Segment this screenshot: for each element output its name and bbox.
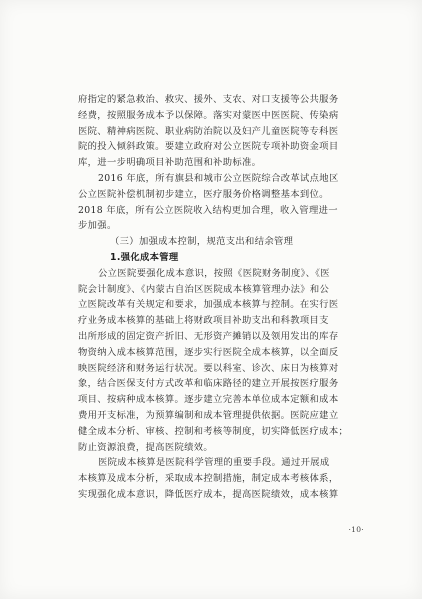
text-line: 院的投入倾斜政策。要建立政府对公立医院专项补助资金项目 (78, 141, 339, 153)
text-line: 经费，按照服务成本予以保障。落实对蒙医中医医院、传染病 (78, 109, 339, 121)
text-line: 2018 年底，所有公立医院收入结构更加合理，收入管理进一 (78, 204, 338, 216)
text-line: 实现强化成本意识，降低医疗成本，提高医院绩效，成本核算 (78, 488, 339, 500)
text-line: 出所形成的固定资产折旧、无形资产摊销以及领用发出的库存 (78, 330, 339, 342)
text-line: 2016 年底，所有旗县和城市公立医院综合改革试点地区 (98, 172, 339, 184)
text-line: 步加强。 (78, 220, 117, 232)
paragraph (78, 234, 368, 250)
section-heading (78, 250, 368, 266)
text-line: 防止资源浪费，提高医院绩效。 (78, 441, 214, 453)
text-line: 物资纳入成本核算范围，逐步实行医院全成本核算，以全面反 (78, 346, 339, 358)
paragraph (78, 266, 368, 456)
page-number: ·10· (348, 525, 364, 534)
paragraph (78, 171, 368, 234)
text-line: 医院成本核算是医院科学管理的重要手段。通过开展成 (98, 457, 330, 469)
text-line: 医院、精神病医院、职业病防治院以及妇产儿童医院等专科医 (78, 125, 339, 137)
paragraph (78, 455, 368, 502)
text-line: 立医院改革有关规定和要求，加强成本核算与控制。在实行医 (78, 299, 339, 311)
text-line: 费用开支标准，为预算编制和成本管理提供依据。医院应建立 (78, 409, 339, 421)
text-line: 府指定的紧急救治、救灾、援外、支农、对口支援等公共服务 (78, 94, 339, 105)
paragraph (78, 92, 368, 171)
text-line: 公立医院要强化成本意识，按照《医院财务制度》、《医 (98, 267, 330, 279)
text-line: 公立医院补偿机制初步建立，医疗服务价格调整基本到位。 (78, 188, 329, 200)
text-line: （三）加强成本控制，规范支出和结余管理 (110, 236, 294, 248)
text-line: 本核算及成本分析，采取成本控制措施，制定成本考核体系， (78, 473, 339, 485)
text-line: 健全成本分析、审核、控制和考核等制度，切实降低医疗成本； (78, 425, 349, 437)
text-line: 映医院经济和财务运行状况。要以科室、诊次、床日为核算对 (78, 362, 339, 374)
text-line: 库，进一步明确项目补助范围和补助标准。 (78, 157, 262, 169)
text-line: 疗业务成本核算的基础上将财政项目补助支出和科教项目支 (78, 315, 329, 327)
text-line: 院会计制度》、《内蒙古自治区医院成本核算管理办法》和公 (78, 283, 330, 295)
text-line: 项目、按病种成本核算。逐步建立完善本单位成本定额和成本 (78, 394, 339, 406)
text-line: 象，结合医保支付方式改革和临床路径的建立开展按医疗服务 (78, 378, 339, 390)
text-line: 1.强化成本管理 (110, 251, 179, 263)
body-text (78, 92, 368, 503)
